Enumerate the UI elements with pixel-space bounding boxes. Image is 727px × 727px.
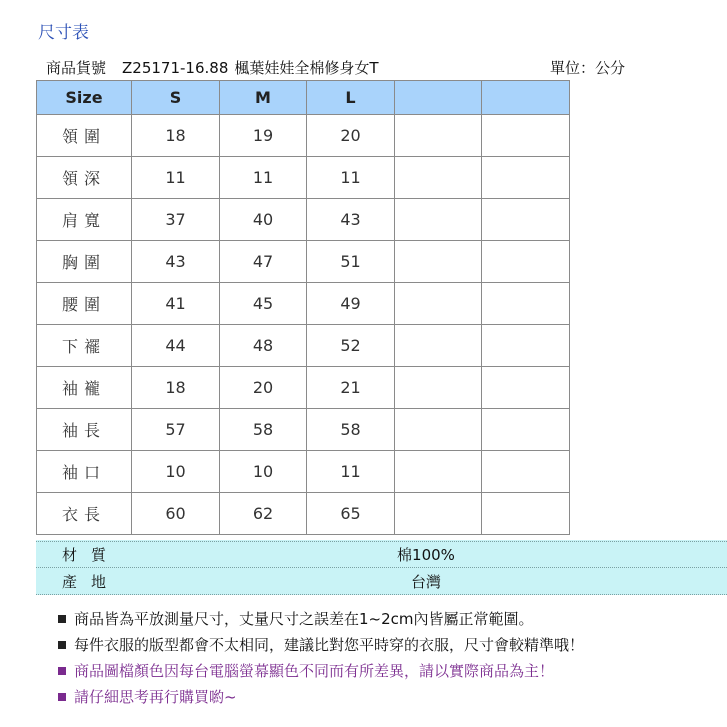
measurement-value: 58 bbox=[307, 409, 395, 451]
measurement-value: 40 bbox=[220, 199, 307, 241]
measurement-value: 43 bbox=[307, 199, 395, 241]
header-empty-1 bbox=[395, 81, 482, 115]
measurement-value: 51 bbox=[307, 241, 395, 283]
measurement-label: 袖襱 bbox=[37, 367, 132, 409]
measurement-label: 胸圍 bbox=[37, 241, 132, 283]
measurement-value bbox=[482, 199, 570, 241]
measurement-label: 衣長 bbox=[37, 493, 132, 535]
measurement-label: 領圍 bbox=[37, 115, 132, 157]
table-row bbox=[37, 283, 570, 325]
measurement-value: 11 bbox=[307, 451, 395, 493]
note-text: 商品圖檔顏色因每台電腦螢幕顯色不同而有所差異，請以實際商品為主！ bbox=[74, 662, 555, 680]
note-item bbox=[58, 658, 584, 684]
measurement-value: 62 bbox=[220, 493, 307, 535]
measurement-value bbox=[395, 157, 482, 199]
table-row bbox=[37, 157, 570, 199]
measurement-value: 57 bbox=[132, 409, 220, 451]
unit-label: 單位：公分 bbox=[550, 59, 626, 77]
measurement-value bbox=[395, 451, 482, 493]
measurement-value bbox=[395, 283, 482, 325]
note-text: 每件衣服的版型都會不太相同，建議比對您平時穿的衣服，尺寸會較精準哦！ bbox=[74, 636, 585, 654]
size-table bbox=[36, 80, 570, 535]
measurement-label: 腰圍 bbox=[37, 283, 132, 325]
size-header-row bbox=[37, 81, 570, 115]
measurement-value: 20 bbox=[307, 115, 395, 157]
measurement-value: 20 bbox=[220, 367, 307, 409]
measurement-value: 18 bbox=[132, 115, 220, 157]
measurement-value bbox=[395, 493, 482, 535]
measurement-value: 10 bbox=[132, 451, 220, 493]
measurement-value: 44 bbox=[132, 325, 220, 367]
dotted-divider bbox=[36, 541, 727, 542]
measurement-value bbox=[395, 409, 482, 451]
note-item bbox=[58, 632, 584, 658]
measurement-value bbox=[395, 115, 482, 157]
material-origin-panel bbox=[36, 540, 727, 595]
table-row bbox=[37, 451, 570, 493]
material-label: 材質 bbox=[62, 546, 121, 564]
measurement-label: 下襬 bbox=[37, 325, 132, 367]
measurement-value bbox=[395, 241, 482, 283]
note-text: 請仔細思考再行購買喲~ bbox=[74, 688, 237, 706]
measurement-value: 60 bbox=[132, 493, 220, 535]
table-row bbox=[37, 409, 570, 451]
bullet-square-icon bbox=[58, 693, 66, 701]
measurement-value bbox=[482, 451, 570, 493]
measurement-label: 領深 bbox=[37, 157, 132, 199]
dotted-divider bbox=[36, 567, 727, 568]
page-title: 尺寸表 bbox=[38, 23, 89, 43]
table-row bbox=[37, 241, 570, 283]
table-row bbox=[37, 367, 570, 409]
header-empty-2 bbox=[482, 81, 570, 115]
product-name: 楓葉娃娃全棉修身女T bbox=[234, 59, 379, 77]
bullet-square-icon bbox=[58, 641, 66, 649]
measurement-value: 10 bbox=[220, 451, 307, 493]
measurement-value bbox=[482, 493, 570, 535]
measurement-value: 41 bbox=[132, 283, 220, 325]
measurement-value bbox=[482, 241, 570, 283]
measurement-value: 58 bbox=[220, 409, 307, 451]
material-value: 棉100% bbox=[397, 546, 455, 564]
measurement-value bbox=[482, 409, 570, 451]
measurement-value bbox=[482, 325, 570, 367]
measurement-value: 37 bbox=[132, 199, 220, 241]
measurement-value: 11 bbox=[307, 157, 395, 199]
header-l: L bbox=[307, 81, 395, 115]
product-info bbox=[46, 57, 379, 78]
measurement-value: 19 bbox=[220, 115, 307, 157]
header-s: S bbox=[132, 81, 220, 115]
measurement-value: 21 bbox=[307, 367, 395, 409]
measurement-value bbox=[395, 367, 482, 409]
measurement-label: 袖口 bbox=[37, 451, 132, 493]
bullet-square-icon bbox=[58, 667, 66, 675]
origin-value: 台灣 bbox=[410, 573, 441, 591]
measurement-value bbox=[395, 199, 482, 241]
note-item bbox=[58, 684, 584, 710]
measurement-value bbox=[395, 325, 482, 367]
measurement-value: 47 bbox=[220, 241, 307, 283]
measurement-value: 65 bbox=[307, 493, 395, 535]
measurement-value: 45 bbox=[220, 283, 307, 325]
measurement-value: 49 bbox=[307, 283, 395, 325]
measurement-value: 43 bbox=[132, 241, 220, 283]
measurement-value bbox=[482, 157, 570, 199]
measurement-value: 11 bbox=[220, 157, 307, 199]
measurement-label: 肩寬 bbox=[37, 199, 132, 241]
dotted-divider bbox=[36, 594, 727, 595]
measurement-value: 11 bbox=[132, 157, 220, 199]
bullet-square-icon bbox=[58, 615, 66, 623]
table-row bbox=[37, 493, 570, 535]
notes-list bbox=[58, 606, 584, 710]
measurement-value bbox=[482, 367, 570, 409]
table-row bbox=[37, 115, 570, 157]
origin-label: 產地 bbox=[62, 573, 121, 591]
measurement-label: 袖長 bbox=[37, 409, 132, 451]
measurement-value: 18 bbox=[132, 367, 220, 409]
measurement-value: 48 bbox=[220, 325, 307, 367]
product-label: 商品貨號 bbox=[46, 59, 107, 77]
table-row bbox=[37, 199, 570, 241]
measurement-value: 52 bbox=[307, 325, 395, 367]
table-row bbox=[37, 325, 570, 367]
header-size: Size bbox=[37, 81, 132, 115]
note-text: 商品皆為平放測量尺寸，丈量尺寸之誤差在1~2cm內皆屬正常範圍。 bbox=[74, 610, 534, 628]
measurement-value bbox=[482, 283, 570, 325]
header-m: M bbox=[220, 81, 307, 115]
measurement-value bbox=[482, 115, 570, 157]
product-code: Z25171-16.88 bbox=[122, 59, 229, 77]
note-item bbox=[58, 606, 584, 632]
